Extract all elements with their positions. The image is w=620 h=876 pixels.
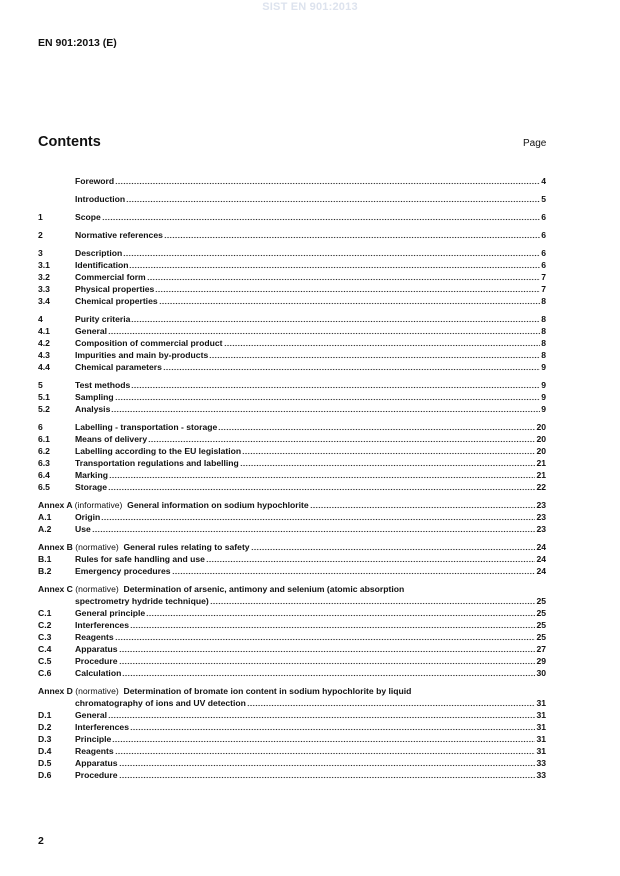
toc-entry-page: 8	[541, 314, 546, 324]
dot-leader	[130, 626, 535, 629]
toc-entry[interactable]	[38, 697, 546, 709]
toc-entry[interactable]	[38, 553, 546, 565]
toc-entry-page: 20	[536, 446, 546, 456]
toc-entry-number: 4	[38, 314, 43, 324]
toc-entry-title: Purity criteria	[75, 314, 131, 324]
toc-group	[38, 313, 546, 373]
dot-leader	[210, 602, 536, 605]
toc-entry-title: Introduction	[75, 194, 126, 204]
document-id: EN 901:2013 (E)	[38, 37, 117, 49]
toc-entry[interactable]	[38, 667, 546, 679]
toc-entry-number: C.2	[38, 620, 52, 630]
toc-entry-title: chromatography of ions and UV detection	[75, 698, 246, 708]
toc-entry-title: Identification	[75, 260, 129, 270]
annex-label: Annex D	[38, 686, 73, 696]
toc-entry-title: Marking	[75, 470, 108, 480]
toc-entry-title: Sampling	[75, 392, 114, 402]
toc-entry[interactable]	[38, 469, 546, 481]
dot-leader	[112, 740, 535, 743]
toc-entry[interactable]	[38, 607, 546, 619]
toc-entry-page: 24	[536, 554, 546, 564]
dot-leader	[218, 428, 535, 431]
toc-entry-number: 6	[38, 422, 43, 432]
toc-entry[interactable]	[38, 511, 546, 523]
toc-entry[interactable]	[38, 361, 546, 373]
toc-entry-page: 33	[536, 770, 546, 780]
toc-entry[interactable]	[38, 745, 546, 757]
toc-entry-title: Chemical properties	[75, 296, 158, 306]
toc-entry[interactable]	[38, 445, 546, 457]
dot-leader	[101, 518, 535, 521]
toc-entry-page: 25	[536, 620, 546, 630]
toc-entry-title: Transportation regulations and labelling	[75, 458, 239, 468]
toc-entry-number: 3.4	[38, 296, 50, 306]
toc-entry-title: Procedure	[75, 770, 118, 780]
toc-entry-title: Calculation	[75, 668, 122, 678]
toc-entry[interactable]	[38, 229, 546, 241]
toc-entry-title: Analysis	[75, 404, 111, 414]
dot-leader	[115, 752, 536, 755]
toc-entry-page: 20	[536, 434, 546, 444]
toc-entry-title: Apparatus	[75, 644, 118, 654]
toc-entry-title: spectrometry hydride technique)	[75, 596, 209, 606]
toc-entry-title: Foreword	[75, 176, 115, 186]
toc-entry-page: 31	[536, 722, 546, 732]
toc-group	[38, 175, 546, 187]
toc-group	[38, 229, 546, 241]
toc-entry-number: 5.2	[38, 404, 50, 414]
toc-entry[interactable]	[38, 391, 546, 403]
toc-entry-number: C.5	[38, 656, 52, 666]
toc-entry-page: 8	[541, 296, 546, 306]
toc-entry[interactable]	[38, 685, 546, 697]
toc-entry[interactable]	[38, 247, 546, 259]
toc-entry-number: B.2	[38, 566, 52, 576]
toc-entry-title: General principle	[75, 608, 146, 618]
dot-leader	[247, 704, 536, 707]
toc-entry[interactable]	[38, 565, 546, 577]
toc-entry-number: D.6	[38, 770, 52, 780]
toc-entry[interactable]	[38, 193, 546, 205]
toc-entry-number: D.1	[38, 710, 52, 720]
dot-leader	[251, 548, 536, 551]
toc-entry[interactable]	[38, 619, 546, 631]
toc-entry-number: 3.1	[38, 260, 50, 270]
toc-entry[interactable]	[38, 259, 546, 271]
dot-leader	[131, 320, 540, 323]
toc-entry-page: 4	[541, 176, 546, 186]
toc-entry-title: Means of delivery	[75, 434, 148, 444]
dot-leader	[206, 560, 536, 563]
annex-label: Annex A	[38, 500, 73, 510]
toc-entry-page: 27	[536, 644, 546, 654]
toc-entry-number: 6.4	[38, 470, 50, 480]
toc-entry-page: 6	[541, 230, 546, 240]
toc-entry-number: D.5	[38, 758, 52, 768]
toc-entry-page: 30	[536, 668, 546, 678]
toc-entry-title: Procedure	[75, 656, 118, 666]
toc-entry-number: 1	[38, 212, 43, 222]
toc-group	[38, 499, 546, 535]
toc-entry[interactable]	[38, 757, 546, 769]
toc-entry[interactable]	[38, 403, 546, 415]
toc-entry[interactable]	[38, 523, 546, 535]
toc-entry[interactable]	[38, 337, 546, 349]
toc-entry-number: A.1	[38, 512, 52, 522]
toc-entry-page: 31	[536, 698, 546, 708]
toc-entry-title: Labelling - transportation - storage	[75, 422, 218, 432]
toc-group	[38, 247, 546, 307]
dot-leader	[224, 344, 541, 347]
toc-entry-page: 23	[536, 524, 546, 534]
dot-leader	[92, 530, 536, 533]
toc-entry-number: 6.2	[38, 446, 50, 456]
toc-entry-title: Use	[75, 524, 91, 534]
toc-entry-title: Labelling according to the EU legislation	[75, 446, 242, 456]
dot-leader	[240, 464, 536, 467]
toc-entry-number: D.4	[38, 746, 52, 756]
toc-entry-title: Physical properties	[75, 284, 155, 294]
toc-group	[38, 421, 546, 493]
dot-leader	[130, 728, 535, 731]
toc-entry-number: 3	[38, 248, 43, 258]
dot-leader	[115, 398, 541, 401]
dot-leader	[119, 650, 536, 653]
toc-entry-page: 31	[536, 710, 546, 720]
toc-entry[interactable]	[38, 655, 546, 667]
toc-entry-number: 6.5	[38, 482, 50, 492]
toc-entry-number: 4.1	[38, 326, 50, 336]
dot-leader	[119, 776, 536, 779]
dot-leader	[115, 638, 536, 641]
toc-entry-title	[38, 685, 411, 697]
toc-entry-number: 4.4	[38, 362, 50, 372]
toc-entry-number: 5	[38, 380, 43, 390]
toc-entry-page: 24	[536, 566, 546, 576]
toc-entry-number: 6.3	[38, 458, 50, 468]
toc-entry-title: Storage	[75, 482, 107, 492]
toc-entry-number: D.2	[38, 722, 52, 732]
dot-leader	[108, 488, 535, 491]
toc-entry-title	[38, 541, 250, 553]
dot-leader	[108, 716, 535, 719]
toc-entry-page: 6	[541, 248, 546, 258]
toc-entry-title: Reagents	[75, 632, 114, 642]
toc-entry-page: 6	[541, 260, 546, 270]
toc-entry-number: 3.2	[38, 272, 50, 282]
toc-entry-page: 9	[541, 362, 546, 372]
toc-entry-page: 21	[536, 470, 546, 480]
dot-leader	[109, 476, 535, 479]
toc-entry-page: 23	[536, 512, 546, 522]
toc-entry-number: 3.3	[38, 284, 50, 294]
toc-entry-number: 6.1	[38, 434, 50, 444]
dot-leader	[148, 440, 535, 443]
toc-entry-title	[38, 583, 404, 595]
annex-title: Determination of arsenic, antimony and selenium (atomic absorption	[123, 584, 405, 594]
annex-title: Determination of bromate ion content in sodium hypochlorite by liquid	[123, 686, 412, 696]
watermark: SIST EN 901:2013	[262, 1, 358, 13]
toc-entry[interactable]	[38, 481, 546, 493]
dot-leader	[172, 572, 536, 575]
toc-entry[interactable]	[38, 583, 546, 595]
toc-entry[interactable]	[38, 733, 546, 745]
toc-entry-number: B.1	[38, 554, 52, 564]
toc-entry-page: 31	[536, 734, 546, 744]
toc-entry-page: 25	[536, 596, 546, 606]
toc-entry-page: 23	[536, 500, 546, 510]
toc-entry-number: C.4	[38, 644, 52, 654]
annex-label: Annex B	[38, 542, 73, 552]
toc-entry-page: 29	[536, 656, 546, 666]
toc-entry-page: 9	[541, 380, 546, 390]
dot-leader	[155, 290, 540, 293]
dot-leader	[146, 614, 535, 617]
dot-leader	[122, 674, 535, 677]
toc-entry[interactable]	[38, 709, 546, 721]
toc-entry-title: Chemical parameters	[75, 362, 162, 372]
toc-entry-page: 20	[536, 422, 546, 432]
toc-entry-title: Impurities and main by-products	[75, 350, 209, 360]
toc-entry[interactable]	[38, 721, 546, 733]
annex-type: (informative)	[74, 500, 123, 510]
toc-entry[interactable]	[38, 271, 546, 283]
dot-leader	[129, 266, 540, 269]
toc-entry-page: 33	[536, 758, 546, 768]
toc-entry[interactable]	[38, 313, 546, 325]
toc-entry-number: 4.2	[38, 338, 50, 348]
toc-entry-page: 7	[541, 284, 546, 294]
toc-entry-title: Interferences	[75, 620, 129, 630]
toc-entry-title: Principle	[75, 734, 112, 744]
toc-entry-page: 9	[541, 404, 546, 414]
toc-group	[38, 379, 546, 415]
toc-entry-page: 31	[536, 746, 546, 756]
toc-entry[interactable]	[38, 295, 546, 307]
dot-leader	[131, 386, 540, 389]
toc-entry[interactable]	[38, 499, 546, 511]
toc-entry[interactable]	[38, 325, 546, 337]
dot-leader	[163, 368, 540, 371]
toc-entry-title: General	[75, 710, 108, 720]
toc-entry-page: 8	[541, 350, 546, 360]
dot-leader	[147, 278, 541, 281]
annex-label: Annex C	[38, 584, 73, 594]
toc-entry-page: 8	[541, 326, 546, 336]
dot-leader	[242, 452, 535, 455]
toc-entry-title: Composition of commercial product	[75, 338, 223, 348]
toc-entry[interactable]	[38, 211, 546, 223]
dot-leader	[111, 410, 540, 413]
annex-title: General information on sodium hypochlorite	[127, 500, 309, 510]
toc-entry-title: Normative references	[75, 230, 163, 240]
toc-entry-title: Scope	[75, 212, 101, 222]
dot-leader	[119, 764, 536, 767]
toc-entry-title: General	[75, 326, 108, 336]
toc-entry-title: Rules for safe handling and use	[75, 554, 205, 564]
toc-entry-number: 4.3	[38, 350, 50, 360]
toc-group	[38, 541, 546, 577]
toc-entry[interactable]	[38, 541, 546, 553]
toc-entry-title: Interferences	[75, 722, 129, 732]
toc-entry-page: 5	[541, 194, 546, 204]
toc-entry[interactable]	[38, 349, 546, 361]
dot-leader	[159, 302, 541, 305]
dot-leader	[119, 662, 536, 665]
toc-entry-title: Apparatus	[75, 758, 118, 768]
toc-entry-page: 6	[541, 212, 546, 222]
toc-entry-title: Reagents	[75, 746, 114, 756]
toc-entry-title: Emergency procedures	[75, 566, 171, 576]
toc-entry-page: 25	[536, 632, 546, 642]
toc-entry[interactable]	[38, 283, 546, 295]
toc-entry-title: Description	[75, 248, 123, 258]
annex-title: General rules relating to safety	[123, 542, 250, 552]
toc-entry-page: 8	[541, 338, 546, 348]
dot-leader	[209, 356, 540, 359]
dot-leader	[164, 236, 540, 239]
toc-entry-title: Commercial form	[75, 272, 146, 282]
toc-entry[interactable]	[38, 631, 546, 643]
toc-entry-title: Origin	[75, 512, 101, 522]
dot-leader	[310, 506, 536, 509]
dot-leader	[115, 182, 540, 185]
toc-group	[38, 193, 546, 205]
toc-entry-number: A.2	[38, 524, 52, 534]
page-number: 2	[38, 835, 44, 847]
toc-entry-number: C.6	[38, 668, 52, 678]
toc-entry-number: 2	[38, 230, 43, 240]
toc-entry-page: 24	[536, 542, 546, 552]
toc-entry[interactable]	[38, 643, 546, 655]
dot-leader	[123, 254, 540, 257]
toc-title: Contents	[38, 134, 101, 150]
toc-entry[interactable]	[38, 421, 546, 433]
dot-leader	[102, 218, 540, 221]
toc-entry-page: 9	[541, 392, 546, 402]
dot-leader	[126, 200, 540, 203]
toc-entry-page: 22	[536, 482, 546, 492]
toc-entry-number: D.3	[38, 734, 52, 744]
toc-entry[interactable]	[38, 175, 546, 187]
toc-entry-number: C.3	[38, 632, 52, 642]
toc-entry-title: Test methods	[75, 380, 131, 390]
toc-entry-title	[38, 499, 309, 511]
toc-group	[38, 583, 546, 679]
annex-type: (normative)	[75, 584, 119, 594]
toc-entry-page: 7	[541, 272, 546, 282]
toc-group	[38, 685, 546, 781]
dot-leader	[108, 332, 540, 335]
toc-page-column-label: Page	[523, 138, 547, 149]
toc-entry[interactable]	[38, 595, 546, 607]
toc-entry[interactable]	[38, 457, 546, 469]
toc-entry-page: 21	[536, 458, 546, 468]
toc-entry-number: 5.1	[38, 392, 50, 402]
toc-entry[interactable]	[38, 379, 546, 391]
toc-group	[38, 211, 546, 223]
toc-entry[interactable]	[38, 769, 546, 781]
annex-type: (normative)	[75, 686, 119, 696]
toc-entry[interactable]	[38, 433, 546, 445]
toc-entry-page: 25	[536, 608, 546, 618]
annex-type: (normative)	[75, 542, 119, 552]
toc-entry-number: C.1	[38, 608, 52, 618]
table-of-contents	[38, 175, 546, 787]
